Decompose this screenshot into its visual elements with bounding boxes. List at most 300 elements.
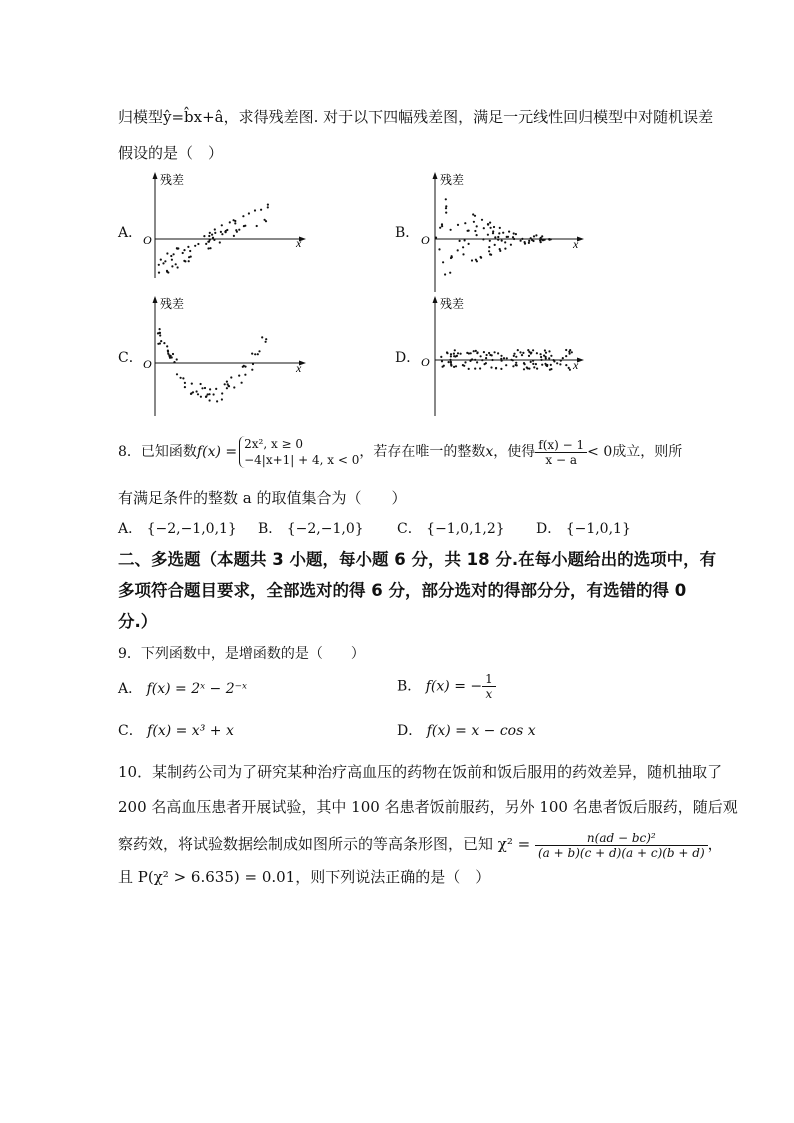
scatter-point [187, 246, 189, 248]
scatter-point [568, 351, 570, 353]
residual-plot-d-svg [418, 294, 588, 419]
scatter-point [226, 387, 228, 389]
scatter-point [228, 385, 230, 387]
scatter-point [238, 375, 240, 377]
scatter-point [225, 231, 227, 233]
residual-plot-a[interactable] [140, 170, 310, 284]
scatter-point [444, 273, 446, 275]
scatter-point [208, 393, 210, 395]
q9-option-b[interactable] [397, 672, 496, 701]
scatter-point [483, 227, 485, 229]
scatter-point [159, 334, 161, 336]
scatter-point [464, 239, 466, 241]
section2-line1: 二、多选题（本题共 3 小题，每小题 6 分，共 18 分.在每小题给出的选项中，有 [118, 550, 717, 569]
scatter-point [522, 352, 524, 354]
scatter-point [500, 358, 502, 360]
scatter-point [215, 388, 217, 390]
scatter-point [267, 206, 269, 208]
scatter-point [180, 377, 182, 379]
scatter-point [462, 246, 464, 248]
scatter-point [209, 232, 211, 234]
scatter-point [177, 266, 179, 268]
q10-stem-line4: 且 P(χ² > 6.635) = 0.01，则下列说法正确的是（ ） [118, 868, 491, 886]
scatter-point [209, 247, 211, 249]
scatter-point [531, 239, 533, 241]
scatter-point [171, 259, 173, 261]
residual-plot-b[interactable] [418, 170, 588, 299]
q8-mid2: ，使得 [493, 444, 536, 460]
scatter-point [243, 365, 245, 367]
scatter-point [471, 259, 473, 261]
scatter-point [173, 361, 175, 363]
q8-stem-line2: 有满足条件的整数 a 的取值集合为（ ） [118, 489, 407, 507]
scatter-point [221, 224, 223, 226]
option-text: {−2,−1,0,1} [146, 521, 237, 537]
scatter-point [183, 249, 185, 251]
scatter-point [164, 260, 166, 262]
scatter-point [234, 220, 236, 222]
scatter-point [548, 357, 550, 359]
scatter-point [530, 237, 532, 239]
scatter-point [521, 238, 523, 240]
scatter-point [205, 243, 207, 245]
scatter-point [524, 363, 526, 365]
scatter-point [490, 227, 492, 229]
scatter-point [495, 367, 497, 369]
scatter-point [439, 227, 441, 229]
scatter-point [485, 362, 487, 364]
scatter-point [504, 241, 506, 243]
scatter-point [483, 351, 485, 353]
plot-d-xaxis: x [573, 358, 579, 372]
option-text: {−1,0,1} [565, 521, 631, 537]
scatter-point [435, 237, 437, 239]
scatter-point [230, 376, 232, 378]
option-label: B． [397, 678, 422, 695]
plot-b-points [435, 198, 552, 275]
scatter-point [445, 207, 447, 209]
scatter-point [544, 363, 546, 365]
scatter-point [470, 352, 472, 354]
scatter-point [550, 368, 552, 370]
scatter-point [523, 368, 525, 370]
scatter-point [166, 345, 168, 347]
scatter-point [476, 352, 478, 354]
scatter-point [214, 228, 216, 230]
q8-var: x [485, 444, 494, 460]
scatter-point [493, 226, 495, 228]
scatter-point [248, 212, 250, 214]
q8-frac-den: x − a [545, 452, 578, 467]
scatter-point [207, 241, 209, 243]
plot-a-xaxis: x [296, 236, 302, 250]
scatter-point [550, 364, 552, 366]
scatter-point [475, 350, 477, 352]
scatter-point [450, 353, 452, 355]
scatter-point [494, 351, 496, 353]
scatter-point [207, 247, 209, 249]
q8-case1: 2x², x ≥ 0 [244, 437, 304, 451]
scatter-point [209, 399, 211, 401]
option-text: f(x) = 2ˣ − 2⁻ˣ [146, 681, 247, 697]
scatter-point [212, 237, 214, 239]
scatter-point [497, 236, 499, 238]
scatter-point [190, 393, 192, 395]
scatter-point [532, 360, 534, 362]
scatter-point [229, 221, 231, 223]
scatter-point [254, 353, 256, 355]
option-label: C． [397, 521, 422, 537]
scatter-point [481, 219, 483, 221]
scatter-point [536, 352, 538, 354]
scatter-point [182, 252, 184, 254]
q8-fraction [535, 438, 587, 467]
residual-plot-a-svg [140, 170, 310, 280]
scatter-point [265, 338, 267, 340]
scatter-point [260, 209, 262, 211]
scatter-point [453, 353, 455, 355]
scatter-point [513, 232, 515, 234]
scatter-point [530, 361, 532, 363]
option-label: D． [397, 723, 423, 739]
scatter-point [545, 357, 547, 359]
scatter-point [456, 355, 458, 357]
scatter-point [167, 353, 169, 355]
scatter-point [166, 252, 168, 254]
scatter-point [221, 398, 223, 400]
scatter-point [515, 364, 517, 366]
scatter-point [182, 377, 184, 379]
scatter-point [501, 240, 503, 242]
scatter-point [176, 358, 178, 360]
scatter-point [265, 341, 267, 343]
scatter-point [171, 265, 173, 267]
scatter-point [216, 400, 218, 402]
scatter-point [184, 382, 186, 384]
scatter-point [451, 255, 453, 257]
scatter-point [200, 396, 202, 398]
q8-option-b[interactable] [258, 520, 364, 538]
scatter-point [159, 332, 161, 334]
scatter-point [536, 368, 538, 370]
scatter-point [220, 231, 222, 233]
scatter-point [540, 356, 542, 358]
scatter-point [450, 362, 452, 364]
scatter-point [214, 232, 216, 234]
scatter-point [515, 233, 517, 235]
scatter-point [256, 225, 258, 227]
q9-option-a[interactable] [118, 680, 247, 698]
scatter-point [544, 239, 546, 241]
scatter-point [226, 381, 228, 383]
scatter-point [497, 239, 499, 241]
section2-line2: 多项符合题目要求，全部选对的得 6 分，部分选对的得部分分，有选错的得 0 [118, 581, 687, 600]
scatter-point [526, 366, 528, 368]
plot-c-ylabel: 残差 [160, 297, 185, 311]
scatter-point [515, 356, 517, 358]
option-label: C． [118, 723, 143, 739]
scatter-point [236, 231, 238, 233]
scatter-point [455, 365, 457, 367]
plot-a-ylabel: 残差 [160, 173, 185, 187]
scatter-point [457, 249, 459, 251]
plot-b-ylabel: 残差 [440, 173, 465, 187]
scatter-point [163, 342, 165, 344]
q8-option-d[interactable] [536, 520, 631, 538]
scatter-point [527, 349, 529, 351]
scatter-point [482, 238, 484, 240]
scatter-point [556, 362, 558, 364]
scatter-point [213, 393, 215, 395]
scatter-point [211, 234, 213, 236]
scatter-point [254, 209, 256, 211]
plot-a-origin: O [143, 233, 152, 247]
scatter-point [468, 243, 470, 245]
scatter-point [488, 250, 490, 252]
q8-frac-num: f(x) − 1 [535, 438, 587, 453]
scatter-point [506, 357, 508, 359]
residual-plot-c[interactable] [140, 294, 310, 423]
scatter-point [464, 222, 466, 224]
scatter-point [207, 393, 209, 395]
scatter-point [158, 264, 160, 266]
scatter-point [540, 241, 542, 243]
q8-option-a[interactable] [118, 520, 237, 538]
scatter-point [264, 219, 266, 221]
scatter-point [491, 354, 493, 356]
scatter-point [480, 256, 482, 258]
scatter-point [569, 369, 571, 371]
q7-stem-line1: 归模型ŷ=b̂x+â，求得残差图. 对于以下四幅残差图，满足一元线性回归模型中对随机误差 [118, 108, 714, 126]
scatter-point [450, 229, 452, 231]
frac-num: 1 [482, 672, 496, 687]
plot-c-xaxis: x [296, 361, 302, 375]
scatter-point [261, 336, 263, 338]
scatter-point [167, 351, 169, 353]
scatter-point [481, 359, 483, 361]
q9-option-c[interactable] [118, 722, 234, 740]
scatter-point [219, 241, 221, 243]
scatter-point [233, 386, 235, 388]
scatter-point [205, 396, 207, 398]
option-label: A． [118, 681, 143, 697]
q8-piecewise [239, 436, 359, 468]
scatter-point [533, 235, 535, 237]
scatter-point [457, 352, 459, 354]
scatter-point [485, 357, 487, 359]
scatter-point [517, 349, 519, 351]
scatter-point [448, 361, 450, 363]
scatter-point [457, 224, 459, 226]
scatter-point [508, 231, 510, 233]
q9-option-d[interactable] [397, 722, 536, 740]
scatter-point [468, 368, 470, 370]
scatter-point [541, 364, 543, 366]
scatter-point [540, 359, 542, 361]
scatter-point [449, 359, 451, 361]
scatter-point [474, 230, 476, 232]
scatter-point [543, 355, 545, 357]
scatter-point [450, 365, 452, 367]
scatter-point [191, 383, 193, 385]
option-label: A． [118, 521, 143, 537]
scatter-point [476, 361, 478, 363]
scatter-point [160, 340, 162, 342]
scatter-point [501, 360, 503, 362]
scatter-point [499, 250, 501, 252]
scatter-point [442, 261, 444, 263]
scatter-point [569, 353, 571, 355]
scatter-point [490, 366, 492, 368]
scatter-point [560, 360, 562, 362]
scatter-point [494, 244, 496, 246]
scatter-point [515, 362, 517, 364]
scatter-point [489, 240, 491, 242]
scatter-point [157, 343, 159, 345]
scatter-point [469, 360, 471, 362]
scatter-point [464, 361, 466, 363]
scatter-point [176, 247, 178, 249]
chi-num: n(ad − bc)² [535, 831, 708, 846]
scatter-point [532, 363, 534, 365]
scatter-point [160, 259, 162, 261]
q10-stem-line2: 200 名高血压患者开展试验，其中 100 名患者饭前服药，另外 100 名患者饭后服药，随后观 [118, 798, 738, 816]
scatter-point [441, 360, 443, 362]
scatter-point [498, 232, 500, 234]
scatter-point [197, 393, 199, 395]
scatter-point [513, 353, 515, 355]
q8-mid: ，若存在唯一的整数 [359, 444, 486, 460]
option-text: {−2,−1,0} [286, 521, 364, 537]
scatter-point [173, 253, 175, 255]
scatter-point [157, 332, 159, 334]
plot-b-xaxis: x [573, 237, 579, 251]
scatter-point [486, 354, 488, 356]
scatter-point [213, 239, 215, 241]
q10-line3-post: ， [707, 835, 723, 853]
scatter-point [553, 359, 555, 361]
plot-d-ylabel: 残差 [440, 297, 465, 311]
section2-line3: 分.） [118, 612, 158, 631]
scatter-point [221, 392, 223, 394]
plot-b-origin: O [421, 233, 430, 247]
scatter-point [196, 390, 198, 392]
q7-option-a-label: A． [118, 225, 143, 241]
scatter-point [192, 391, 194, 393]
scatter-point [565, 355, 567, 357]
scatter-point [441, 223, 443, 225]
scatter-point [497, 352, 499, 354]
scatter-point [459, 240, 461, 242]
scatter-point [188, 256, 190, 258]
scatter-point [520, 240, 522, 242]
scatter-point [209, 388, 211, 390]
scatter-point [550, 355, 552, 357]
q10-stem-line1: 10．某制药公司为了研究某种治疗高血压的药物在饭前和饭后服用的药效差异，随机抽取了 [118, 763, 723, 781]
option-label: B． [258, 521, 283, 537]
scatter-point [565, 349, 567, 351]
scatter-point [204, 387, 206, 389]
scatter-point [487, 224, 489, 226]
q8-case2: −4|x+1| + 4, x < 0 [244, 453, 360, 467]
scatter-point [489, 222, 491, 224]
scatter-point [504, 248, 506, 250]
scatter-point [442, 366, 444, 368]
scatter-point [189, 250, 191, 252]
q8-option-c[interactable] [397, 520, 505, 538]
scatter-point [492, 232, 494, 234]
scatter-point [512, 365, 514, 367]
scatter-point [234, 222, 236, 224]
scatter-point [510, 359, 512, 361]
scatter-point [528, 242, 530, 244]
scatter-point [488, 246, 490, 248]
scatter-point [513, 355, 515, 357]
plot-c-points [157, 328, 267, 403]
scatter-point [252, 363, 254, 365]
scatter-point [201, 387, 203, 389]
scatter-point [238, 229, 240, 231]
q8-fx: f(x) = [196, 444, 238, 460]
scatter-point [502, 232, 504, 234]
scatter-point [159, 328, 161, 330]
scatter-point [548, 239, 550, 241]
scatter-point [453, 366, 455, 368]
scatter-point [454, 349, 456, 351]
scatter-point [500, 368, 502, 370]
scatter-point [226, 229, 228, 231]
scatter-point [445, 212, 447, 214]
scatter-point [499, 227, 501, 229]
frac-den: x [485, 687, 493, 701]
scatter-point [257, 353, 259, 355]
scatter-point [521, 354, 523, 356]
scatter-point [474, 368, 476, 370]
q8-prefix: 8．已知函数 [118, 444, 197, 460]
scatter-point [532, 349, 534, 351]
scatter-point [545, 352, 547, 354]
scatter-point [462, 253, 464, 255]
scatter-point [540, 237, 542, 239]
scatter-point [488, 352, 490, 354]
scatter-point [267, 204, 269, 206]
scatter-point [473, 350, 475, 352]
scatter-point [535, 234, 537, 236]
residual-plot-b-svg [418, 170, 588, 295]
scatter-point [172, 353, 174, 355]
scatter-point [243, 225, 245, 227]
scatter-point [438, 248, 440, 250]
scatter-point [524, 243, 526, 245]
q9-b-fraction [482, 672, 496, 701]
residual-plot-d[interactable] [418, 294, 588, 423]
scatter-point [244, 374, 246, 376]
scatter-point [167, 271, 169, 273]
plot-c-origin: O [143, 357, 152, 371]
q10-stem-line3 [118, 822, 723, 866]
scatter-point [519, 351, 521, 353]
scatter-point [510, 244, 512, 246]
scatter-point [449, 272, 451, 274]
scatter-point [474, 359, 476, 361]
scatter-point [530, 352, 532, 354]
scatter-point [241, 382, 243, 384]
residual-plot-c-svg [140, 294, 310, 419]
scatter-point [503, 357, 505, 359]
scatter-point [162, 262, 164, 264]
scatter-point [565, 364, 567, 366]
scatter-point [548, 350, 550, 352]
